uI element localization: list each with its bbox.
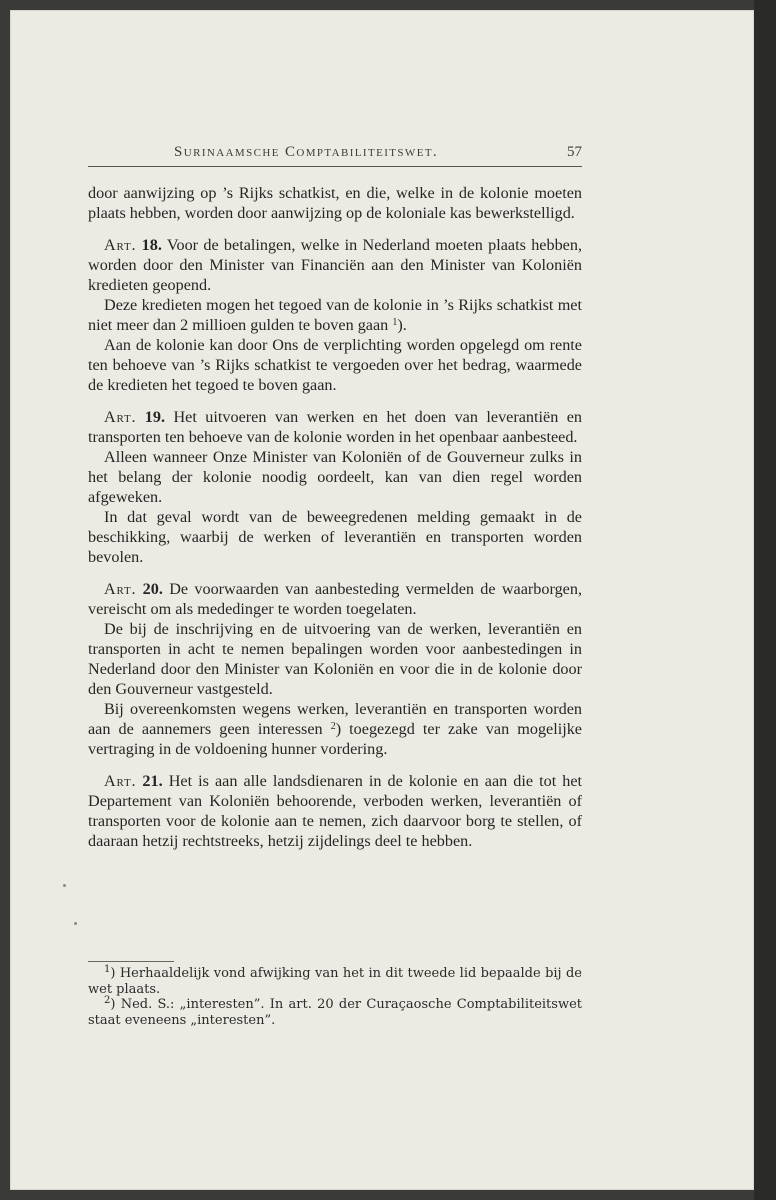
article-18-text-2-end: ). <box>397 316 407 334</box>
article-20-text-3a: Bij overeenkomsten wegens werken, leverantiën en transporten worden aan de aannemers geen interessen <box>88 700 582 738</box>
scan-speck <box>63 884 66 887</box>
article-19-paragraph-3: In dat geval wordt van de beweegredenen melding gemaakt in de beschikking, waarbij de werken of leverantiën en transporten worden bevolen. <box>88 508 582 566</box>
footnote-1-marker: 1 <box>104 964 111 975</box>
article-20-text-1: De voorwaarden van aanbesteding vermelden de waarborgen, vereischt om als mededinger te worden toegelaten. <box>88 580 583 618</box>
article-21-text-1: Het is aan alle landsdienaren in de kolonie en aan die tot het Departement van Koloniën behoorende, verboden werken, leverantiën of transporten voor de kolonie aan te nemen, zich daarvoor borg te stellen, of daaraan hetzij rechtstreeks, hetzij zijdelings deel te hebben. <box>88 772 583 850</box>
article-18-text-1: Voor de betalingen, welke in Nederland moeten plaats hebben, worden door den Minister van Financiën aan den Minister van Koloniën kredieten geopend. <box>88 236 582 294</box>
page-number: 57 <box>567 144 582 160</box>
body-text <box>88 183 582 851</box>
article-18-label: Art. <box>104 236 137 254</box>
footnote-ref-1: 1 <box>392 317 398 328</box>
article-18-number: 18. <box>141 236 162 254</box>
article-19-paragraph-1 <box>88 407 582 447</box>
scan-speck <box>74 922 77 925</box>
article-18-paragraph-3: Aan de kolonie kan door Ons de verplichting worden opgelegd om rente ten behoeve van ’s Rijks schatkist te vergoeden over het bedrag, waarmede de kredieten het tegoed te boven gaan. <box>88 336 582 394</box>
article-21-label: Art. <box>104 772 137 790</box>
article-19-text-1: Het uitvoeren van werken en het doen van leverantiën en transporten ten behoeve van de kolonie worden in het openbaar aanbesteed. <box>88 408 583 446</box>
running-title: Surinaamsche Comptabiliteitswet. <box>174 144 439 160</box>
article-19-paragraph-2: Alleen wanneer Onze Minister van Koloniën of de Gouverneur zulks in het belang der kolonie noodig oordeelt, kan van dien regel worden afgeweken. <box>88 448 582 506</box>
article-20-number: 20. <box>142 580 163 598</box>
paragraph-intro: door aanwijzing op ’s Rijks schatkist, en die, welke in de kolonie moeten plaats hebben, worden door aanwijzing op de koloniale kas bewerkstelligd. <box>88 184 582 222</box>
footnote-2-text: ) Ned. S.: „interesten”. In art. 20 der Curaçaosche Comptabiliteitswet staat eveneens „interesten”. <box>88 997 582 1028</box>
article-20-text-3b: ) toegezegd ter zake van mogelijke vertraging in de voldoening hunner vordering. <box>88 720 582 758</box>
footnote-1 <box>88 966 582 997</box>
article-18-paragraph-2 <box>88 295 582 335</box>
article-21-number: 21. <box>142 772 163 790</box>
footnote-1-text: ) Herhaaldelijk vond afwijking van het in dit tweede lid bepaalde bij de wet plaats. <box>88 966 582 997</box>
footnote-divider <box>88 961 174 962</box>
article-20-paragraph-3 <box>88 699 582 759</box>
article-20-paragraph-1 <box>88 579 582 619</box>
footnote-2 <box>88 997 582 1028</box>
article-18-text-2: Deze kredieten mogen het tegoed van de kolonie in ’s Rijks schatkist met niet meer dan 2 millioen gulden te boven gaan <box>88 296 582 334</box>
article-19-label: Art. <box>104 408 137 426</box>
article-18-paragraph-1 <box>88 235 582 295</box>
footnote-2-marker: 2 <box>104 995 111 1007</box>
running-header <box>88 144 582 167</box>
scan-edge-strip <box>754 0 776 1200</box>
article-20-label: Art. <box>104 580 137 598</box>
article-19-number: 19. <box>144 408 166 426</box>
footnote-ref-2: 2 <box>330 721 336 732</box>
article-21-paragraph-1 <box>88 771 582 851</box>
article-20-paragraph-2: De bij de inschrijving en de uitvoering van de werken, leverantiën en transporten in acht te nemen bepalingen worden voor aanbestedingen in Nederland door den Minister van Koloniën en voor die in de kolonie door den Gouverneur vastgesteld. <box>88 620 582 698</box>
footnotes <box>88 966 582 1028</box>
